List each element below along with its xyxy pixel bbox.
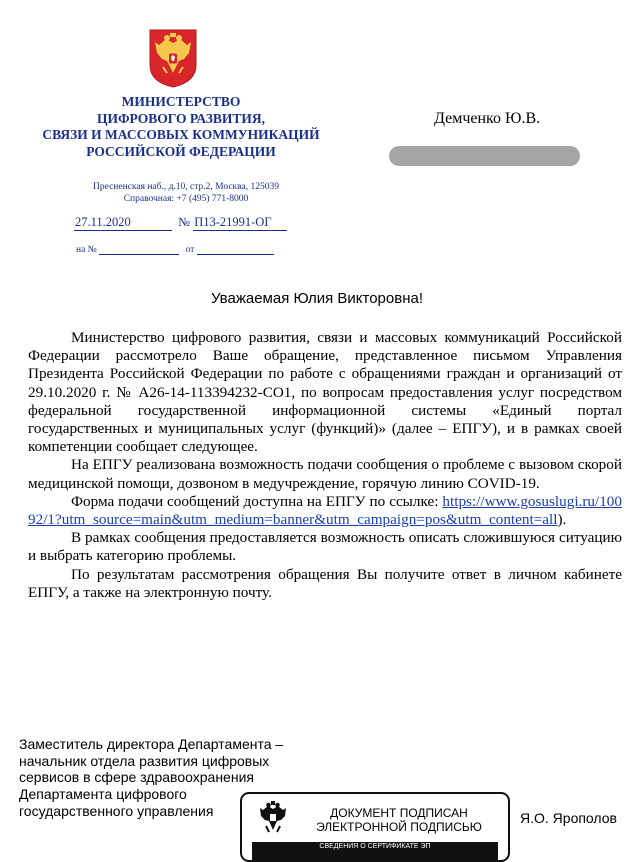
eagle-icon	[258, 800, 288, 841]
stamp-line: ЭЛЕКТРОННОЙ ПОДПИСЬЮ	[316, 820, 482, 834]
paragraph: В рамках сообщения предоставляется возможность описать сложившуюся ситуацию и выбрать категорию проблемы.	[28, 529, 622, 565]
position-line: сервисов в сфере здравоохранения	[19, 769, 254, 786]
stamp-line: ДОКУМЕНТ ПОДПИСАН	[330, 806, 468, 820]
ref-number-blank	[99, 244, 179, 255]
electronic-signature-stamp	[240, 792, 510, 862]
recipient-name: Демченко Ю.В.	[434, 110, 541, 127]
ref-date-blank	[197, 244, 274, 255]
redacted-address-bar	[389, 146, 580, 166]
paragraph	[28, 493, 622, 529]
letter-number: П13-21991-ОГ	[193, 215, 287, 231]
position-line: Департамента цифрового	[19, 786, 187, 803]
stamp-caption	[294, 806, 504, 834]
gosuslugi-link[interactable]: https://www.gosuslugi.ru/10092/1?utm_source=main&utm_medium=banner&utm_campaign=pos&utm_content=all	[28, 492, 622, 529]
ref-label: на №	[76, 245, 97, 255]
reference-line	[76, 244, 274, 255]
letter-body	[28, 329, 622, 602]
paragraph: По результатам рассмотрения обращения Вы получите ответ в личном кабинете ЕПГУ, а также на электронную почту.	[28, 565, 622, 601]
ministry-line: РОССИЙСКОЙ ФЕДЕРАЦИИ	[86, 143, 276, 159]
stamp-certificate-bar: СВЕДЕНИЯ О СЕРТИФИКАТЕ ЭП	[252, 842, 498, 860]
coat-of-arms-emblem	[147, 27, 199, 89]
ministry-line: СВЯЗИ И МАССОВЫХ КОММУНИКАЦИЙ	[42, 127, 320, 142]
phone-line: Справочная: +7 (495) 771-8000	[123, 194, 249, 204]
position-line: государственного управления	[19, 802, 214, 819]
paragraph-text: ).	[557, 511, 567, 529]
letter-greeting: Уважаемая Юлия Викторовна!	[211, 290, 423, 307]
ref-from-label: от	[185, 245, 195, 255]
address-line: Пресненская наб., д.10, стр.2, Москва, 125039	[93, 182, 279, 192]
ministry-line: МИНИСТЕРСТВО	[121, 94, 241, 109]
paragraph-text: Форма подачи сообщений доступна на ЕПГУ по ссылке:	[71, 492, 443, 510]
number-sign: №	[178, 215, 191, 229]
registration-line	[74, 215, 287, 231]
position-line: начальник отдела развития цифровых	[19, 752, 270, 769]
signer-name: Я.О. Ярополов	[520, 810, 617, 826]
letter-date: 27.11.2020	[74, 215, 172, 231]
paragraph: Министерство цифрового развития, связи и массовых коммуникаций Российской Федерации рассмотрело Ваше обращение, представленное письмом Управления Президента Российской Федерации по работе с обращениями граждан и организаций от 29.10.2020 г. № А26-14-113394232-СО1, по вопросам предоставления услуг посредством федеральной государственной информационной системы «Единый портал государственных и муниципальных услуг (функций)» (далее – ЕПГУ), и в рамках своей компетенции сообщает следующее.	[28, 329, 622, 456]
ministry-name	[30, 94, 332, 160]
ministry-address	[30, 181, 342, 205]
position-line: Заместитель директора Департамента –	[19, 736, 284, 752]
paragraph: На ЕПГУ реализована возможность подачи сообщения о проблеме с вызовом скорой медицинской помощи, дозвоном в медучреждение, горячую линию COVID-19.	[28, 456, 622, 492]
ministry-line: ЦИФРОВОГО РАЗВИТИЯ,	[96, 110, 266, 126]
